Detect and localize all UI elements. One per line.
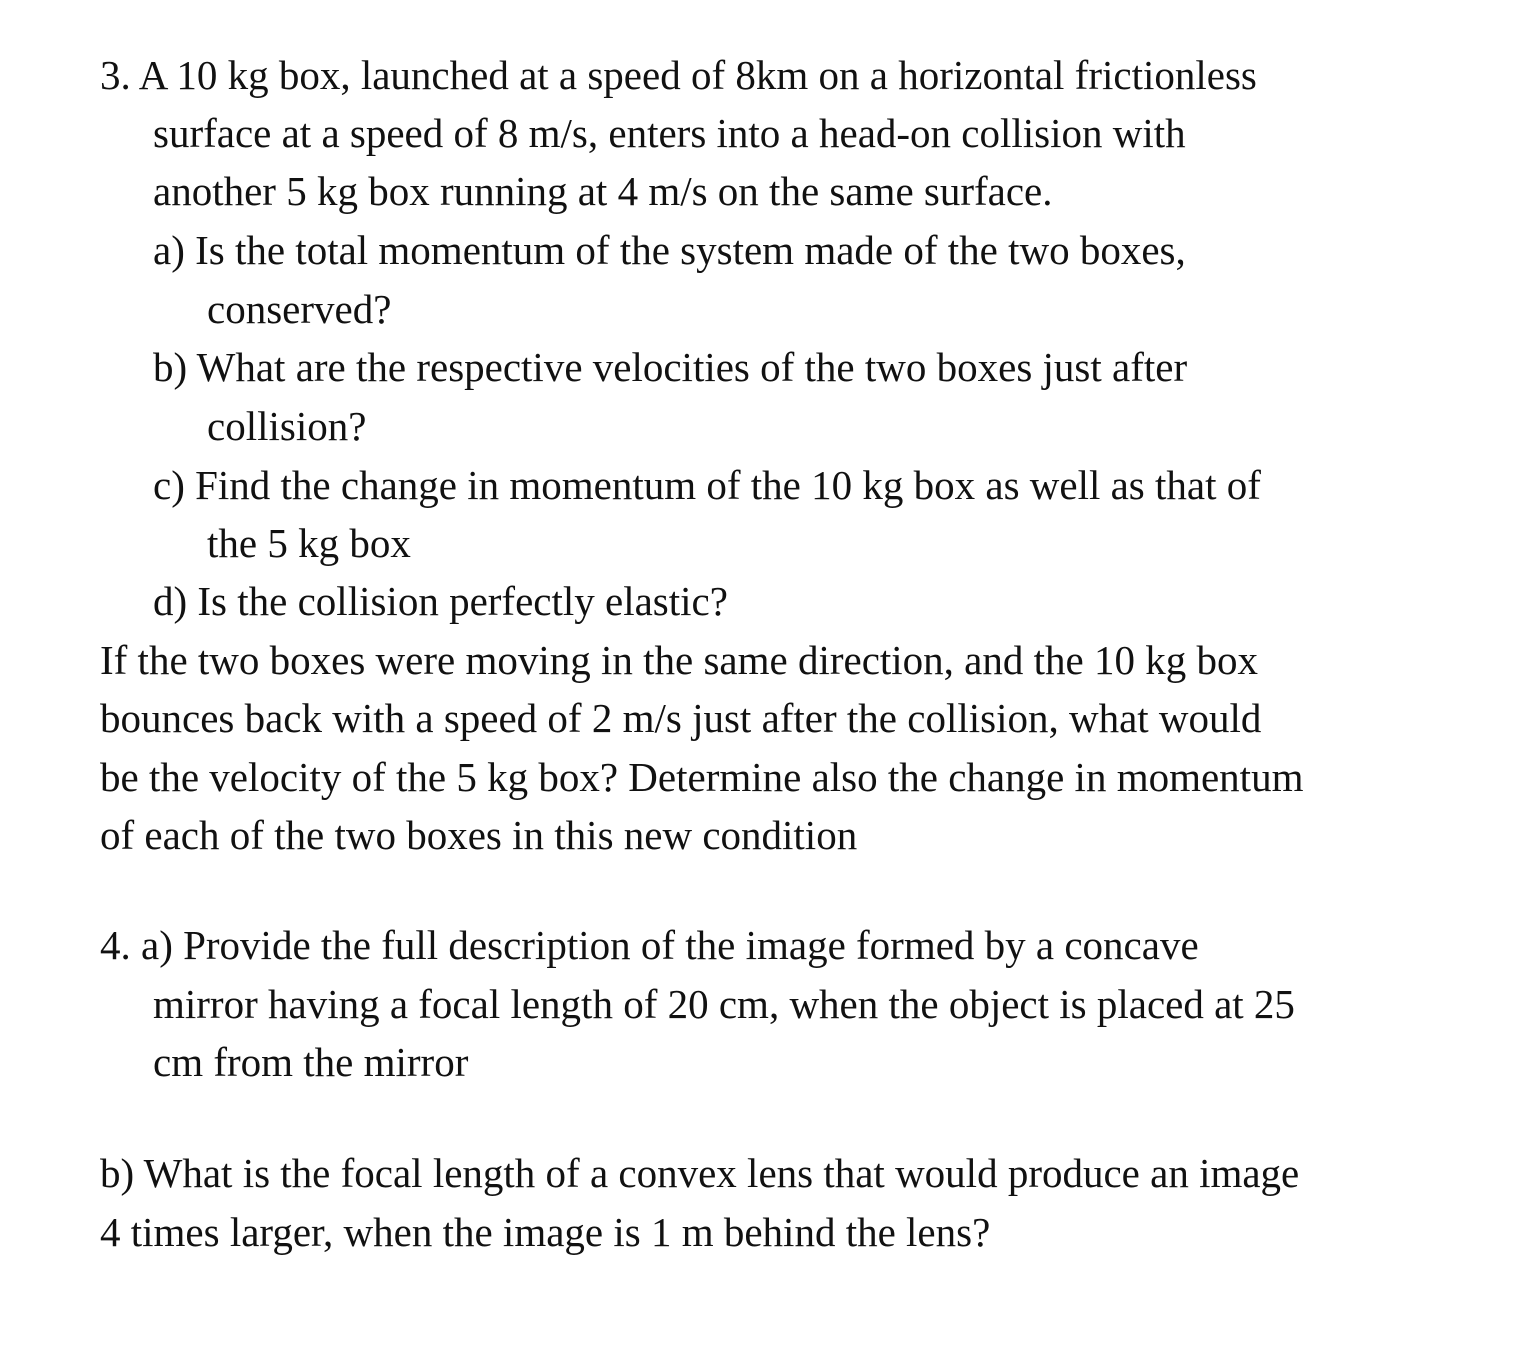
q4-part-a-line-2: mirror having a focal length of 20 cm, when the object is placed at 25	[153, 981, 1295, 1027]
q3-part-c-line-2: the 5 kg box	[207, 520, 411, 566]
q3-part-b-line-1: b) What are the respective velocities of the two boxes just after	[153, 344, 1188, 390]
q3-part-a-line-1: a) Is the total momentum of the system made of the two boxes,	[153, 227, 1186, 273]
q3-part-d-line-1: d) Is the collision perfectly elastic?	[153, 578, 728, 624]
q4-part-a-line-3: cm from the mirror	[153, 1039, 469, 1085]
q3-followup-line-3: be the velocity of the 5 kg box? Determine also the change in momentum	[100, 754, 1304, 800]
q3-stem-line-1: 3. A 10 kg box, launched at a speed of 8km on a horizontal frictionless	[100, 52, 1257, 98]
q3-part-a-line-2: conserved?	[207, 286, 392, 332]
q4-part-b-line-1: b) What is the focal length of a convex lens that would produce an image	[100, 1150, 1300, 1196]
q3-part-b-line-2: collision?	[207, 403, 367, 449]
q3-stem-line-2: surface at a speed of 8 m/s, enters into a head-on collision with	[153, 110, 1186, 156]
q3-followup-line-1: If the two boxes were moving in the same direction, and the 10 kg box	[100, 637, 1258, 683]
q4-part-a-line-1: 4. a) Provide the full description of the image formed by a concave	[100, 922, 1199, 968]
q3-followup-line-2: bounces back with a speed of 2 m/s just after the collision, what would	[100, 695, 1262, 741]
q3-stem-line-3: another 5 kg box running at 4 m/s on the same surface.	[153, 168, 1053, 214]
q4-part-b-line-2: 4 times larger, when the image is 1 m behind the lens?	[100, 1209, 991, 1255]
q3-part-c-line-1: c) Find the change in momentum of the 10 kg box as well as that of	[153, 462, 1261, 508]
q3-followup-line-4: of each of the two boxes in this new condition	[100, 812, 858, 858]
